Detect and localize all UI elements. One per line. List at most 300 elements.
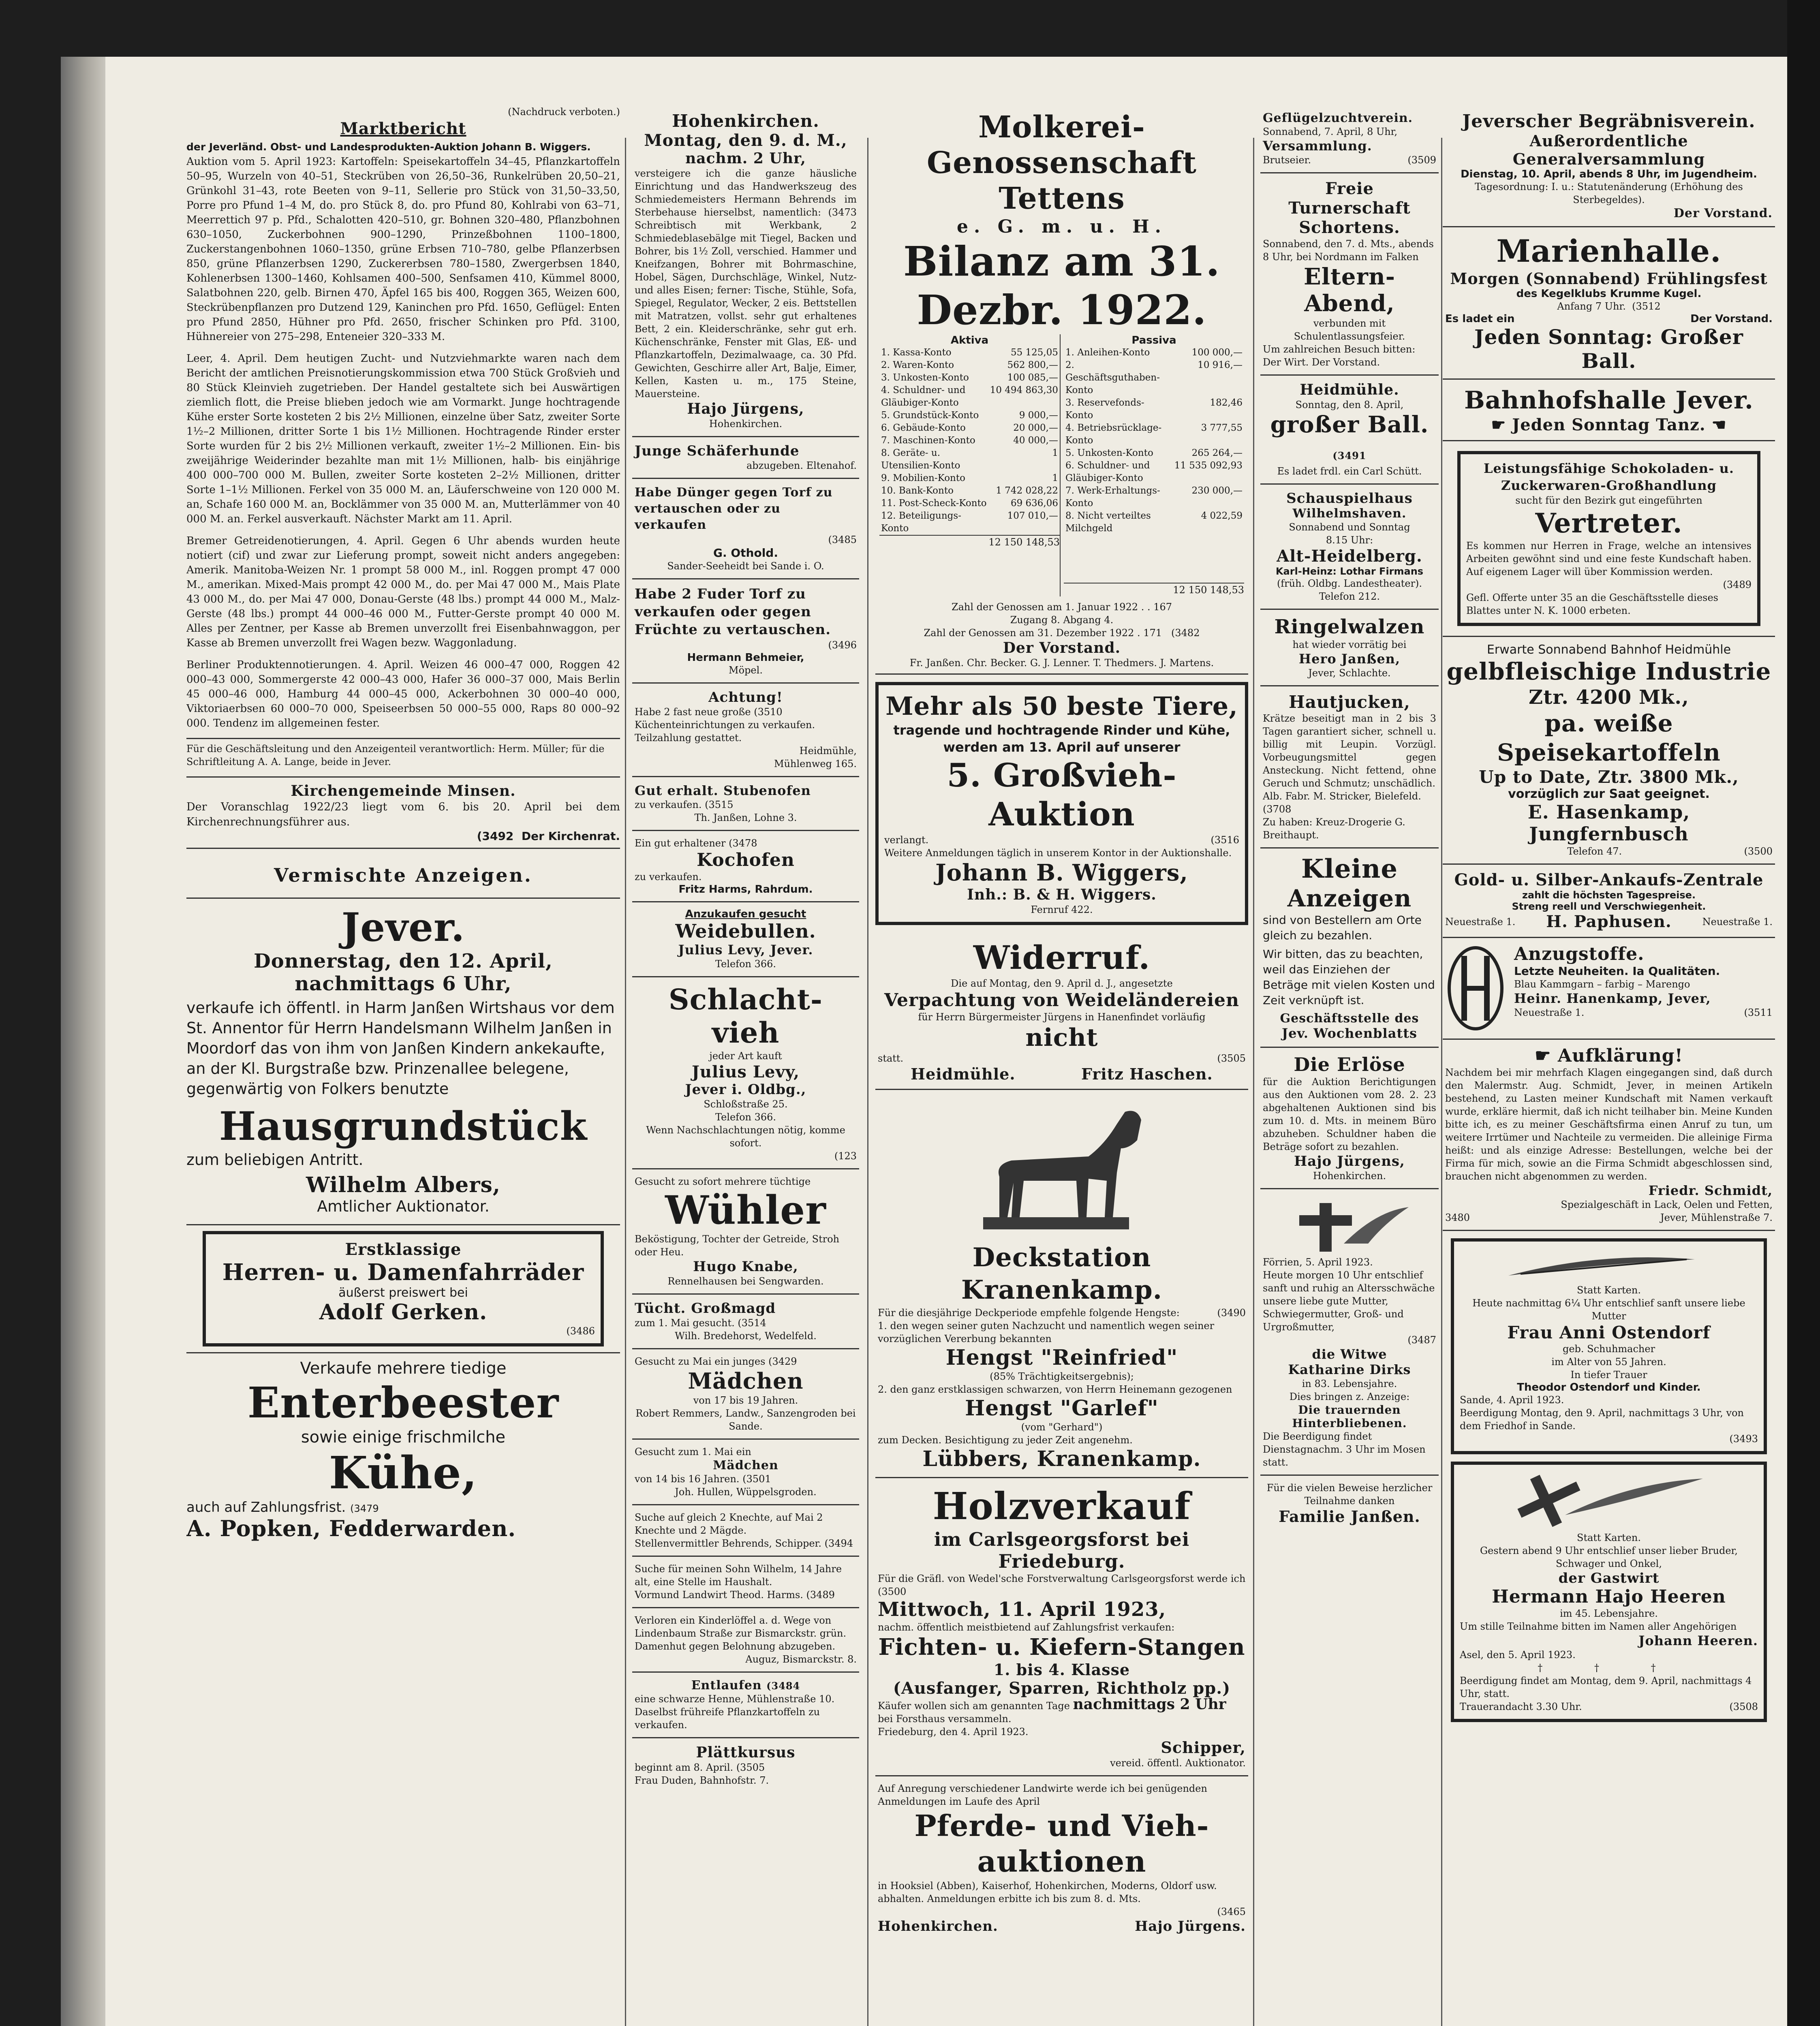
hm-line-2: Sonntag, den 8. April, [1295,399,1404,410]
sp-line-8: Telefon 212. [1319,591,1380,602]
balance-account: 7. Werk-Erhaltungs-Konto [1065,485,1160,509]
cattle-sale-ad [186,1352,620,1541]
thanks-ad [1260,1476,1439,1531]
holz-role: vereid. öffentl. Auktionator. [1110,1757,1246,1769]
column-rule [625,138,626,2026]
ka-line-1: Kleine [1301,854,1398,884]
hk-date: Montag, den 9. d. M., [644,131,847,150]
balance-row [879,372,1060,384]
tod-line-1: Förrien, 5. April 1923. [1263,1257,1373,1268]
balance-account: 4. Betriebsrücklage-Konto [1065,423,1162,446]
column-5 [1443,105,1775,2026]
balance-account: 6. Gebäude-Konto [881,423,966,433]
dairy-board-names: Fr. Janßen. Chr. Becker. G. J. Lenner. T. Thedmers. J. Martens. [909,657,1214,669]
holz-title: Holzverkauf [932,1484,1191,1528]
balance-amount: 265 264,— [1191,448,1243,458]
column-rule [1253,138,1254,2026]
wid-place: Heidmühle. [911,1065,1016,1083]
md-line-2: Mädchen [688,1368,804,1394]
tod-line-8: Die Beerdigung findet Dienstagnachm. 3 Uhr im Mosen statt. [1263,1431,1426,1468]
horse-cattle-auctions-ad [875,1776,1248,1940]
dairy-title: Molkerei-Genossenschaft Tettens [926,110,1197,216]
wb-tel: Telefon 366. [715,958,776,970]
holz-line-12: Friedeburg, den 4. April 1923. [878,1726,1029,1737]
md-line-1: Gesucht zu Mai ein junges [635,1356,766,1367]
hengst-garlef: Hengst "Garlef" [965,1396,1159,1421]
balance-amount: 107 010,— [1007,511,1058,521]
ent-line-1: Entlaufen [691,1678,762,1693]
mg-line-3: Wilh. Bredehorst, Wedelfeld. [675,1330,817,1342]
hengst-line-2: Für die diesjährige Deckperiode empfehle folgende Hengste: [878,1307,1180,1319]
hh-line-5: im 45. Lebensjahre. [1560,1608,1658,1619]
balance-amount: 100 085,— [1007,372,1058,383]
jever-text: verkaufe ich öffentl. in Harm Janßen Wirtshaus vor dem St. Annentor für Herrn Handelsmann Wilhelm Janßen in Moordorf das von ihm von Janßen Kindern ankekaufte, an der Kl. Burgstraße bzw. Prinzenallee belegene, gegenwärtig von Folkers benutzte [186,999,615,1098]
aktiva-table [879,346,1060,535]
holz-date: Mittwoch, 11. April 1923, [878,1598,1166,1621]
pointing-hand-icon: ☛ [1535,1045,1551,1066]
mixed-ads-title: Vermischte Anzeigen. [274,864,533,886]
hk-place: Hohenkirchen. [709,418,783,430]
balance-amount: 69 636,06 [1010,498,1058,509]
hengst-line-3: 1. den wegen seiner guten Nachzucht und namentlich wegen seiner vorzüglichen Vererbung bekannten [878,1320,1215,1344]
theatre-ad [1260,485,1439,610]
ent-line-3: Daselbst frühreife Pflanzkartoffeln zu verkaufen. [635,1706,820,1731]
balance-account: 11. Post-Scheck-Konto [881,498,987,509]
balance-row [1064,485,1244,510]
ent-line-2: eine schwarze Henne, Mühlenstraße 10. [635,1693,835,1705]
dairy-balance-sheet [875,105,1248,675]
pf-title: Pferde- und Vieh-auktionen [914,1808,1209,1879]
au-line-5: Jever, Mühlenstraße 7. [1660,1212,1773,1223]
reprint-note: (Nachdruck verboten.) [508,106,620,118]
torf-name: G. Othold. [713,546,778,560]
tod-line-6: Dies bringen z. Anzeige: [1289,1391,1410,1402]
vieh-code: (3516 [1210,834,1239,846]
vieh-line-3: 5. Großvieh-Auktion [947,756,1177,833]
dank-line-1: Für die vielen Beweise herzlicher Teilnahme danken [1266,1482,1433,1507]
balance-account: 10. Bank-Konto [881,485,954,496]
cow-line-3: sowie einige frischmilche [301,1428,506,1447]
balance-amount: 9 000,— [1019,410,1058,421]
balance-row [879,510,1060,535]
gz-code: (3509 [1407,154,1436,166]
balance-amount: 182,46 [1210,398,1243,408]
holz-line-9: Käufer wollen sich am genannten Tage [878,1700,1070,1712]
gs-line-4: Neuestraße 1. [1445,916,1516,928]
obituary-heeren [1451,1462,1767,1722]
an-line-5: Neuestraße 1. [1514,1007,1585,1018]
balance-row [879,384,1060,409]
ka-line-5: Geschäftsstelle des [1280,1011,1419,1026]
er-line-2: für die Auktion Berichtigungen aus den Auktionen vom 28. 2. 23 abgehaltenen Auktionen sind bis zum 10. d. Mts. in meinem Büro abzuheben. Schuldner haben die Beträge sofort zu bezahlen. [1263,1076,1436,1152]
hj-code: (3708 [1263,804,1292,815]
jever-start: zum beliebigen Antritt. [186,1151,364,1169]
balance-row [1064,359,1244,397]
church-notice [186,776,620,849]
bl-code: (3505 [736,1762,765,1773]
market-report-title: Marktbericht [340,119,466,138]
sv-line-3: jeder Art kauft [709,1050,782,1062]
tv-line-5: Um zahlreichen Besuch bitten: [1263,344,1416,355]
os-line-8: Sande, 4. April 1923. [1460,1394,1564,1406]
holz-types: (Ausfanger, Sparren, Richtholz pp.) [893,1679,1231,1698]
wid-name: Fritz Haschen. [1081,1065,1213,1083]
hh-monogram-logo [1445,944,1506,1033]
balance-row [879,434,1060,447]
bg-line-2: Außerordentliche Generalversammlung [1512,132,1705,168]
att-title: Achtung! [708,689,783,705]
torf2-text: Habe 2 Fuder Torf zu verkaufen oder gegen Früchte zu vertauschen. [635,586,831,638]
os-line-1: Statt Karten. [1577,1284,1641,1296]
balance-row [879,447,1060,472]
holz-time: nachmittags 2 Uhr [1073,1696,1226,1713]
balance-row [879,422,1060,434]
cow-line-5: auch auf Zahlungsfrist. [186,1499,346,1515]
balance-account: 2. Waren-Konto [881,360,954,370]
jever-auction-ad [186,898,620,1215]
att-name: Heidmühle, [799,745,857,757]
bike-line-1: Erstklassige [345,1240,462,1259]
itching-remedy-ad [1260,686,1439,848]
vieh-line-2: tragende und hochtragende Rinder und Kühe, werden am 13. April auf unserer [893,722,1230,755]
mh-line-3: von 14 bis 16 Jahren. [635,1473,740,1485]
ka-line-6: Jev. Wochenblatts [1281,1026,1418,1041]
gz-line-4: Brutseier. [1263,154,1311,166]
sk-line-3: Vertreter. [1535,507,1683,539]
hk-time: nachm. 2 Uhr, [685,150,806,167]
sp-line-3: Sonnabend und Sonntag [1289,521,1410,533]
hengst-code: (3490 [1217,1307,1246,1319]
os-line-4: geb. Schuhmacher [1562,1343,1655,1355]
tv-line-1: Freie Turnerschaft Schortens. [1288,179,1411,237]
mh5-line-1: Marienhalle. [1496,233,1722,269]
gz-line-3: Versammlung. [1263,138,1372,154]
mh5-line-5: Es ladet ein [1445,313,1515,325]
scan-background-right [1787,0,1820,2026]
kn-line-2: Stellenvermittler Behrends, Schipper. [635,1538,822,1549]
ofen-code: (3515 [705,799,734,810]
sk-line-5: Gefl. Offerte unter 35 an die Geschäftsstelle dieses Blattes unter N. K. 1000 erbeten. [1466,592,1718,616]
sk-line-1: Leistungsfähige Schokoladen- u. Zuckerwaren-Großhandlung [1484,461,1734,493]
gs-line-2: zahlt die höchsten Tagespreise. [1522,889,1696,901]
dank-line-2: Familie Janßen. [1279,1507,1420,1526]
mh5-code: (3512 [1632,301,1661,312]
mh5-line-3: des Kegelklubs Krumme Kugel. [1516,288,1702,300]
st-code: (3489 [806,1589,835,1601]
an-line-3: Blau Kammgarn – farbig – Marengo [1514,979,1690,990]
gs-line-3: Streng reell und Verschwiegenheit. [1512,901,1706,912]
kt-line-7: E. Hasenkamp, Jungfernbusch [1527,801,1690,845]
potato-ad [1443,637,1775,865]
wid-line-5: nicht [1025,1024,1098,1052]
ent-code: (3484 [766,1680,800,1692]
cross-icon: † † † [1538,1662,1680,1673]
gz-line-2: Sonnabend, 7. April, 8 Uhr, [1263,126,1398,137]
holz-goods: Fichten- u. Kiefern-Stangen [878,1634,1245,1661]
hk-text: versteigere ich die ganze häusliche Einrichtung und das Handwerkszeug des Schmiedemeisters Hermann Behrends im Sterbehause hierselbst, namentlich: (3473 Schreibtisch mit Werkbank, 2 Schmiedeblasebälge mit Tiegel, Backen und Bohrer, bis 1½ Zoll, verschied. Hammer und Kneifzangen, Bohrer mit Bohrmaschine, Hobel, Sägen, Durchschläge, Winkel, Nutz- und alles Eisen; ferner: Tische, Stühle, Sofa, Spiegel, Regulator, Wecker, 2 eis. Bettstellen mit Matratzen, vollst. sehr gut erhaltenes Bett, 2 ein. Kleiderschränke, sehr gut erh. Küchenschränke, Fenster mit Glas, Eß- und Pflanzkartoffeln, Dezimalwaage, ca. 30 Pfd. Gewichten, Geschirre aller Art, Balje, Eimer, Kellen, Kasten u. m., 175 Steine, Mauersteine. [635,168,857,400]
church-text: Der Voranschlag 1922/23 liegt vom 6. bis 20. April bei dem Kirchenrechnungsführer aus. [186,801,620,828]
obituary-dirks [1260,1189,1439,1476]
holz-code: (3500 [878,1586,907,1597]
gz-line-1: Geflügelzuchtverein. [1263,111,1413,125]
kt-line-4: pa. weiße Speisekartoffeln [1497,710,1721,766]
aktiva-total: 12 150 148,53 [879,535,1060,549]
mh-line-2: Mädchen [713,1458,778,1472]
pf-name: Hajo Jürgens. [1135,1918,1246,1934]
kt-line-1: Erwarte Sonnabend Bahnhof Heidmühle [1486,643,1731,657]
gym-club-ad [1260,173,1439,376]
mu-line-5: Rennelhausen bei Sengwarden. [667,1276,824,1287]
balance-amount: 40 000,— [1013,435,1058,446]
mg-line-1: Tücht. Großmagd [635,1300,776,1316]
pf-line-1: Auf Anregung verschiedener Landwirte werde ich bei genügenden Anmeldungen im Laufe des April [878,1783,1207,1807]
kt-line-5: Up to Date, Ztr. 3800 Mk., [1479,767,1739,787]
balance-row [879,346,1060,359]
ve-line-1: Verloren ein Kinderlöffel a. d. Wege von Lindenbaum Straße zur Bismarckstr. grün. Damenhut gegen Belohnung abzugeben. [635,1615,847,1652]
hengst-line-6: 2. den ganz erstklassigen schwarzen, von Herrn Heinemann gezogenen [878,1384,1232,1395]
kt-line-8: Telefon 47. [1567,846,1622,857]
balance-account: 12. Beteiligungs-Konto [881,511,961,534]
column-2 [632,105,859,2026]
lost-item-ad [632,1608,859,1673]
torf-code: (3485 [828,534,857,545]
column-rule [1441,138,1442,2026]
sp-line-2: Wilhelmshaven. [1292,506,1407,521]
balance-amount: 1 742 028,22 [996,485,1058,496]
cow-code: (3479 [350,1503,379,1514]
wid-line-3: Verpachtung von Weideländereien [884,990,1240,1011]
jever-date: Donnerstag, den 12. April, [254,950,553,972]
kitchen-ad [632,684,859,777]
dog-title: Junge Schäferhunde [635,443,800,459]
hm-line-3: großer Ball. [1270,411,1429,438]
er-line-1: Die Erlöse [1294,1054,1405,1075]
vieh-line-4: verlangt. [884,834,929,846]
hm-line-1: Heidmühle. [1300,381,1399,398]
os-line-5: im Alter von 55 Jahren. [1551,1356,1666,1368]
hm-line-4: Es ladet frdl. ein Carl Schütt. [1277,466,1422,477]
hh-line-1: Statt Karten. [1577,1532,1641,1543]
balance-amount: 4 022,59 [1201,511,1243,521]
jever-role: Amtlicher Auktionator. [317,1197,490,1215]
hh-line-2: Gestern abend 9 Uhr entschlief unser lieber Bruder, Schwager und Onkel, [1480,1545,1738,1569]
vieh-line-1: Mehr als 50 beste Tiere, [885,691,1238,721]
holz-line-3: Für die Gräfl. von Wedel'sche Forstverwaltung Carlsgeorgsforst werde ich [878,1573,1246,1584]
hh-line-4: Hermann Hajo Heeren [1492,1586,1726,1607]
balance-row [879,497,1060,510]
sk-line-2: sucht für den Bezirk gut eingeführten [1515,495,1702,506]
mu-line-2: Wühler [665,1187,826,1233]
torf2-name: Hermann Behmeier, [687,652,804,664]
tod-line-5: in 83. Lebensjahre. [1302,1378,1397,1389]
torf-text: Habe Dünger gegen Torf zu vertauschen oder zu verkaufen [635,485,833,532]
bike-line-3: äußerst preiswert bei [338,1286,468,1300]
jever-property: Hausgrundstück [219,1103,588,1149]
balance-account: 1. Anleihen-Konto [1065,347,1150,358]
wb-line-2: Weidebullen. [675,920,816,942]
dairy-balance-title: Bilanz am 31. Dezbr. 1922. [903,237,1220,334]
gs-line-6: Neuestraße 1. [1702,916,1773,928]
sp-line-4: 8.15 Uhr: [1326,534,1373,546]
mu-line-3: Beköstigung, Tochter der Getreide, Stroh oder Heu. [635,1233,840,1258]
hh-line-7: Johann Heeren. [1638,1633,1758,1648]
balance-account: 8. Nicht verteiltes Milchgeld [1065,511,1151,534]
koch-name: Fritz Harms, Rahrdum. [678,883,813,895]
holz-line-5: nachm. öffentlich meistbietend auf Zahlungsfrist verkaufen: [878,1622,1175,1633]
girl-wanted-ad-2 [632,1440,859,1505]
column-3 [875,105,1248,2026]
kt-line-3: Ztr. 4200 Mk., [1529,686,1689,709]
poultry-club-ad [1260,105,1439,173]
ofen-text: zu verkaufen. [635,799,702,810]
berlin-products-text: Berliner Produktennotierungen. 4. April. Weizen 46 000–47 000, Roggen 42 000–43 000, Sommergerste 42 000–43 000, Hafer 36 000–37 000, Mais Berlin 45 000–46 000, Hamburg 44 000–45 000, Ackerbohnen 30 000–40 000, Viktoriaerbsen 60 000–70 000, Speiseerbsen 50 000–55 000, Raps 80 000–92 000. Tendenz im allgemeinen fester. [186,659,620,729]
maid-wanted-ad [632,1295,859,1349]
hengst-line-8: (vom "Gerhard") [1021,1421,1103,1433]
er-line-3: Hajo Jürgens, [1294,1153,1405,1169]
holz-line-11: bei Forsthaus versammeln. [878,1713,1012,1725]
koch-code: (3478 [729,838,757,849]
os-line-6: In tiefer Trauer [1570,1369,1647,1381]
church-title: Kirchengemeinde Minsen. [291,782,516,799]
roller-ad [1260,610,1439,686]
tv-line-6: Der Wirt. Der Vorstand. [1263,357,1380,368]
bahnhofshalle-ad [1443,380,1775,441]
au-line-3: Friedr. Schmidt, [1648,1183,1773,1198]
os-line-3: Frau Anni Ostendorf [1507,1323,1711,1342]
hengst-owner: Lübbers, Kranenkamp. [922,1447,1201,1471]
rw-line-2: hat wieder vorrätig bei [1292,639,1407,650]
balance-row [1064,346,1244,359]
sp-line-1: Schauspielhaus [1286,490,1413,506]
an-code: (3511 [1744,1007,1773,1018]
diggers-wanted-ad [632,1169,859,1295]
kn-code: (3494 [824,1538,853,1549]
heidmuehle-ball-ad [1260,376,1439,485]
sk-code: (3489 [1723,579,1752,590]
sv-line-5: Jever i. Oldbg., [685,1081,806,1098]
au-line-4: Spezialgeschäft in Lack, Oelen und Fetten, [1561,1199,1773,1210]
mh-code: (3501 [742,1473,771,1485]
newspaper-page [105,57,1787,2026]
md-line-4: Robert Remmers, Landw., Sanzengroden bei Sande. [635,1408,856,1432]
mh5-line-4: Anfang 7 Uhr. [1557,301,1626,312]
revocation-ad [875,932,1248,1090]
wb-line-3: Julius Levy, Jever. [678,942,813,957]
cow-line-1: Verkaufe mehrere tiedige [300,1359,507,1378]
bicycle-ad [203,1231,604,1346]
balance-account: 9. Mobilien-Konto [881,473,965,483]
ka-line-2: Anzeigen [1287,885,1412,912]
hengst-reinfried: Hengst "Reinfried" [945,1345,1178,1370]
rw-line-1: Ringelwalzen [1274,615,1425,638]
slaughter-cattle-ad [632,977,859,1169]
bg-line-3: Dienstag, 10. April, abends 8 Uhr, im Jugendheim. [1461,168,1757,180]
md-line-3: von 17 bis 19 Jahren. [693,1395,798,1406]
os-line-7: Theodor Ostendorf und Kinder. [1517,1381,1701,1393]
sv-line-2: vieh [712,1016,780,1049]
bl-line-2: beginnt am 8. April. [635,1762,734,1773]
tod-line-3: die Witwe [1312,1346,1387,1362]
kt-line-6: vorzüglich zur Saat geeignet. [1508,787,1710,801]
balance-row [1064,422,1244,447]
koch-line-2: Kochofen [697,850,795,870]
rw-line-4: Jever, Schlachte. [1308,667,1391,679]
tod-line-4: Katharine Dirks [1288,1362,1411,1377]
tv-line-4: verbunden mit Schulentlassungsfeier. [1294,318,1405,342]
vieh-line-7: Inh.: B. & H. Wiggers. [967,886,1157,903]
mh-line-4: Joh. Hullen, Wüppelsgroden. [675,1486,817,1498]
balance-row [1064,397,1244,422]
hj-line-2: Krätze beseitigt man in 2 bis 3 Tagen garantiert sicher, schnell u. billig mit Leupin. Vorzügl. Vorbeugungsmittel gegen Ansteckung. Nicht fettend, ohne Geruch und Schmutz; unschädlich. [1263,713,1436,789]
koch-line-3: zu verkaufen. [635,871,702,883]
jever-auctioneer: Wilhelm Albers, [306,1173,501,1197]
pointing-hand-icon: ☚ [1711,415,1727,434]
sheepdog-ad [632,437,859,479]
horse-illustration [878,1096,1243,1242]
tod-code: (3487 [1407,1334,1436,1346]
mg-line-2: zum 1. Mai gesucht. [635,1317,735,1329]
vieh-line-5: Weitere Anmeldungen täglich in unserem Kontor in der Auktionshalle. [884,847,1232,859]
balance-amount: 10 916,— [1198,360,1243,370]
passiva-total: 12 150 148,53 [1064,583,1244,596]
hengst-title: Deckstation Kranenkamp. [961,1242,1163,1305]
holz-class: 1. bis 4. Klasse [993,1661,1130,1679]
cow-seller: A. Popken, Fedderwarden. [186,1515,516,1541]
balance-amount: 1 [1052,473,1058,483]
hj-line-3: Alb. Fabr. M. Stricker, Bielefeld. [1263,791,1421,802]
torf-place: Sander-Seeheidt bei Sande i. O. [667,560,824,572]
balance-row [1064,447,1244,459]
balance-account: 3. Unkosten-Konto [881,372,969,383]
pf-code: (3465 [1217,1906,1246,1917]
church-code: (3492 [477,829,514,843]
pf-line-3: in Hooksiel (Abben), Kaiserhof, Hohenkirchen, Moderns, Oldorf usw. abhalten. Anmeldungen erbitte ich bis zum 8. d. Mts. [878,1880,1217,1904]
st-line-2: Vormund Landwirt Theod. Harms. [635,1589,803,1601]
holz-location: im Carlsgeorgsforst bei Friedeburg. [934,1528,1190,1572]
gold-silver-ad [1443,865,1775,938]
livestock-auction-ad [875,682,1248,925]
hk-title: Hohenkirchen. [672,111,819,131]
balance-account: 1. Kassa-Konto [881,347,952,358]
hh-line-8: Asel, den 5. April 1923. [1460,1649,1576,1661]
ironing-course-ad [632,1738,859,1793]
sv-line-6: Schloßstraße 25. [704,1098,788,1110]
bh-line-1: Bahnhofshalle Jever. [1464,386,1754,415]
pointing-hand-icon: ☛ [1491,415,1506,434]
wid-line-4: für Herrn Bürgermeister Jürgens in Hanenfindet vorläufig [918,1011,1206,1023]
an-line-1: Anzugstoffe. [1514,944,1645,964]
ka-line-4: Wir bitten, das zu beachten, weil das Einziehen der Beträge mit vielen Kosten und Zeit verknüpft ist. [1263,947,1435,1007]
er-line-4: Hohenkirchen. [1313,1170,1386,1182]
farmhands-ad [632,1505,859,1557]
au-code: 3480 [1445,1212,1470,1223]
hh-line-6: Um stille Teilnahme bitten im Namen aller Angehörigen [1460,1621,1737,1632]
girl-wanted-ad [632,1349,859,1440]
torf2-place: Möpel. [729,665,763,676]
os-line-2: Heute nachmittag 6¼ Uhr entschlief sanft unsere liebe Mutter [1472,1297,1745,1322]
balance-amount: 100 000,— [1191,347,1243,358]
bike-code: (3486 [566,1325,595,1337]
column-1 [186,105,620,2026]
members-line-2: Zugang 8. Abgang 4. [1010,614,1114,626]
os-line-9: Beerdigung Montag, den 9. April, nachmittags 3 Uhr, von dem Friedhof in Sande. [1460,1407,1744,1432]
timber-sale-ad [875,1478,1248,1776]
gs-line-1: Gold- u. Silber-Ankaufs-Zentrale [1454,870,1764,889]
os-code: (3493 [1729,1433,1758,1445]
md-code: (3429 [768,1356,797,1367]
church-sign: Der Kirchenrat. [521,829,620,843]
marienhalle-ad [1443,227,1775,380]
